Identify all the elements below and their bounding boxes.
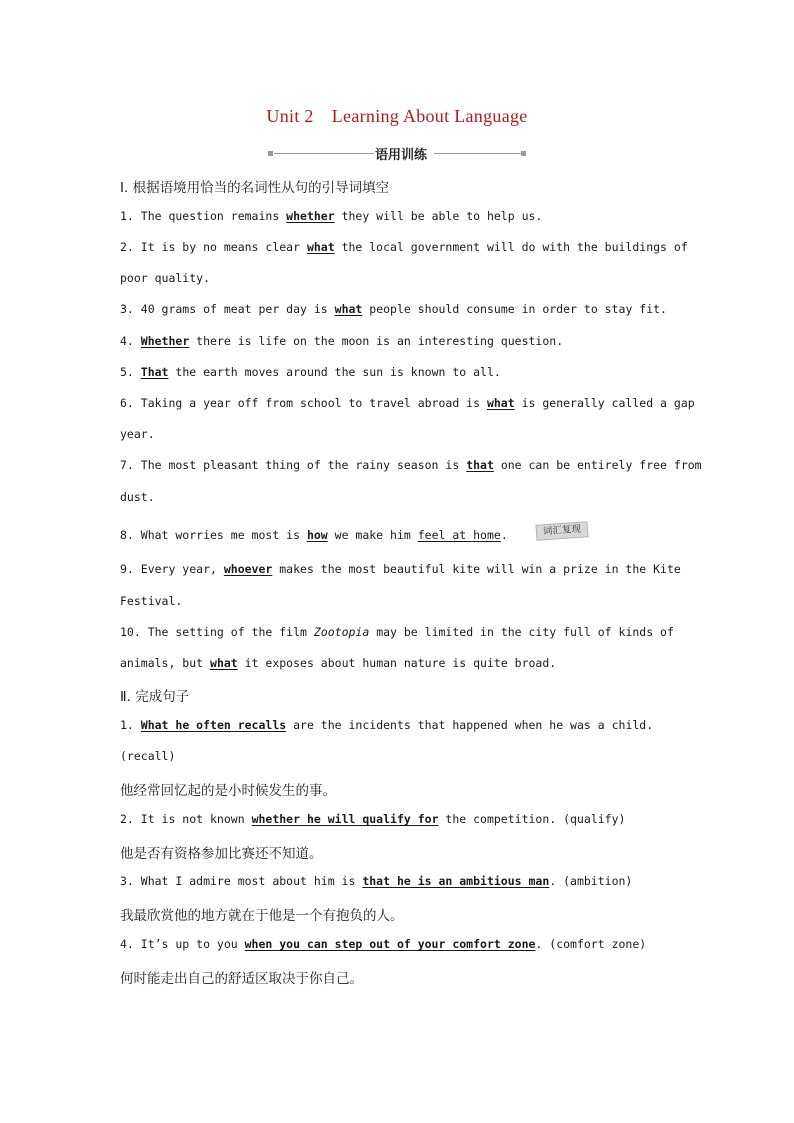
vocabulary-review-tag: 词汇复现 (536, 521, 589, 541)
exercise-2-continuation: poor quality. (120, 271, 211, 285)
item-text: may be limited in the city full of kinds of (369, 625, 674, 639)
sentence-1-hint: (recall) (120, 749, 176, 763)
sentence-2-item (120, 812, 680, 826)
exercise-9-item (120, 562, 680, 576)
exercise-1-item (120, 209, 680, 223)
item-text: 1. (120, 718, 141, 732)
item-text: 7. The most pleasant thing of the rainy season is (120, 458, 467, 472)
sentence-1-chinese: 他经常回忆起的是小时候发生的事。 (120, 783, 336, 799)
item-text: we make him (327, 528, 418, 542)
item-text: 8. What worries me most is (120, 528, 307, 542)
film-title: Zootopia (313, 625, 370, 639)
item-text: 10. The setting of the film (120, 625, 314, 639)
item-text: 1. The question remains (120, 209, 287, 223)
answer: What he often recalls (140, 718, 287, 732)
answer: when you can step out of your comfort zone (244, 937, 536, 951)
item-text: is generally called a gap (514, 396, 695, 410)
unit-name: Learning About Language (331, 106, 528, 126)
item-text: people should consume in order to stay fit. (362, 302, 667, 316)
exercise-7-continuation: dust. (120, 490, 155, 504)
item-text: 6. Taking a year off from school to travel abroad is (120, 396, 487, 410)
answer: whether he will qualify for (251, 812, 439, 826)
answer: That (140, 365, 169, 379)
item-text: it exposes about human nature is quite broad. (237, 656, 557, 670)
exercise-10-continuation (120, 656, 680, 670)
sentence-2-chinese: 他是否有资格参加比赛还不知道。 (120, 846, 323, 862)
exercise-5-item (120, 365, 680, 379)
exercise-4-item (120, 334, 680, 348)
sentence-4-chinese: 何时能走出自己的舒适区取决于你自己。 (120, 971, 363, 987)
item-text: they will be able to help us. (334, 209, 543, 223)
exercise-3-item (120, 302, 680, 316)
item-text: the earth moves around the sun is known to all. (168, 365, 501, 379)
banner-square-left (268, 151, 273, 156)
exercise-2-item (120, 240, 688, 254)
item-text: the local government will do with the buildings of (334, 240, 688, 254)
answer: that (466, 458, 494, 472)
item-text: animals, but (120, 656, 211, 670)
item-text: the competition. (qualify) (438, 812, 626, 826)
answer: what (306, 240, 335, 254)
exercise-9-continuation: Festival. (120, 594, 183, 608)
item-text: 3. 40 grams of meat per day is (120, 302, 335, 316)
exercise-7-item (120, 458, 702, 472)
banner-title: 语用训练 (374, 148, 427, 163)
item-text: makes the most beautiful kite will win a prize in the Kite (272, 562, 681, 576)
answer: whoever (223, 562, 273, 576)
item-text: one can be entirely free from (493, 458, 702, 472)
exercise-10-item (120, 625, 680, 639)
answer: whether (286, 209, 335, 223)
phrase-underlined: feel at home (417, 528, 501, 542)
sentence-3-chinese: 我最欣赏他的地方就在于他是一个有抱负的人。 (120, 908, 404, 924)
banner-rule-left (274, 153, 374, 154)
exercise-6-continuation: year. (120, 427, 155, 441)
item-text: . (500, 528, 508, 542)
item-text: 4. It’s up to you (120, 937, 245, 951)
exercise-6-item (120, 396, 695, 410)
unit-title (0, 106, 794, 127)
answer: what (334, 302, 363, 316)
answer: Whether (140, 334, 190, 348)
item-text: 3. What I admire most about him is (120, 874, 363, 888)
answer: what (210, 656, 238, 670)
answer: that he is an ambitious man (362, 874, 550, 888)
section-banner (268, 144, 528, 164)
item-text: 9. Every year, (120, 562, 224, 576)
sentence-1-item (120, 718, 680, 732)
item-text: . (comfort zone) (535, 937, 647, 951)
banner-rule-right (434, 153, 522, 154)
banner-square-right (521, 151, 526, 156)
answer: how (306, 528, 328, 542)
item-text: are the incidents that happened when he was a child. (286, 718, 654, 732)
item-text: 5. (120, 365, 141, 379)
exercise-8-item (120, 528, 680, 542)
item-text: 2. It is not known (120, 812, 252, 826)
item-text: . (ambition) (549, 874, 633, 888)
sentence-4-item (120, 937, 680, 951)
answer: what (486, 396, 515, 410)
item-text: 4. (120, 334, 141, 348)
unit-number: Unit 2 (266, 106, 314, 126)
sentence-3-item (120, 874, 680, 888)
section-1-heading: Ⅰ. 根据语境用恰当的名词性从句的引导词填空 (120, 180, 390, 196)
item-text: 2. It is by no means clear (120, 240, 307, 254)
item-text: there is life on the moon is an interesting question. (189, 334, 564, 348)
section-2-heading: Ⅱ. 完成句子 (120, 689, 190, 705)
